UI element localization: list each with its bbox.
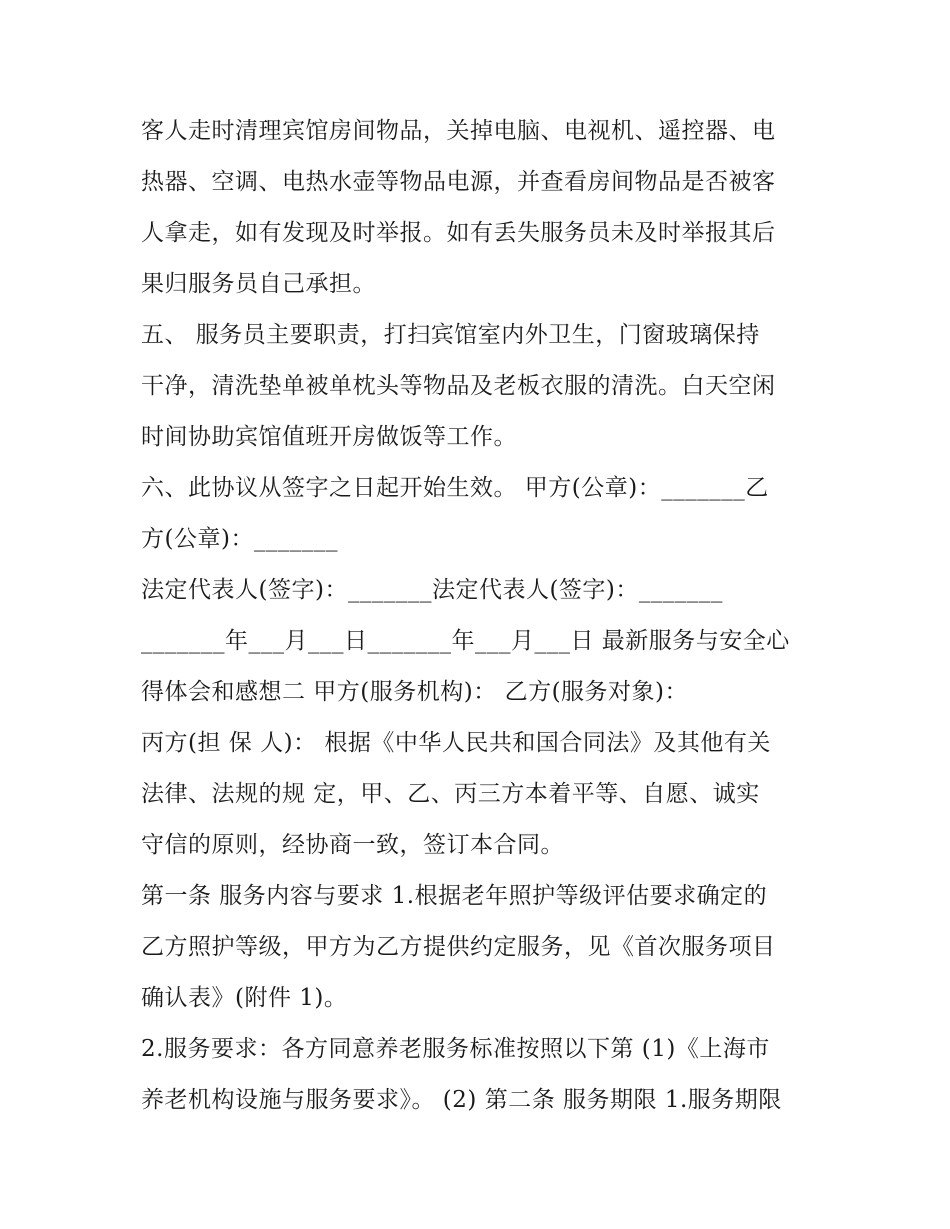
text-line: 养老机构设施与服务要求》。 (2) 第二条 服务期限 1.服务期限 (141, 1087, 782, 1113)
text-line: 六、此协议从签字之日起开始生效。 甲方(公章)：_______乙 (141, 475, 769, 501)
body-text (141, 106, 821, 1126)
text-line: 丙方(担 保 人)： 根据《中华人民共和国合同法》及其他有关 (141, 730, 771, 756)
text-line: 客人走时清理宾馆房间物品，关掉电脑、电视机、遥控器、电 (141, 118, 776, 144)
text-line: 确认表》(附件 1)。 (141, 985, 348, 1011)
text-line: 第一条 服务内容与要求 1.根据老年照护等级评估要求确定的 (141, 883, 768, 909)
text-line: 五、 服务员主要职责，打扫宾馆室内外卫生，门窗玻璃保持 (141, 322, 760, 348)
text-line: 2.服务要求：各方同意养老服务标准按照以下第 (1)《上海市 (141, 1036, 770, 1062)
text-line: 人拿走，如有发现及时举报。如有丢失服务员未及时举报其后 (141, 220, 776, 246)
text-line: 果归服务员自己承担。 (141, 271, 376, 297)
text-line: 时间协助宾馆值班开房做饭等工作。 (141, 424, 517, 450)
text-line: 得体会和感想二 甲方(服务机构)： 乙方(服务对象)： (141, 679, 689, 705)
text-line: 热器、空调、电热水壶等物品电源，并查看房间物品是否被客 (141, 169, 776, 195)
text-line: 法律、法规的规 定，甲、乙、丙三方本着平等、自愿、诚实 (141, 781, 760, 807)
text-line: 守信的原则，经协商一致，签订本合同。 (141, 832, 564, 858)
text-line: 干净，清洗垫单被单枕头等物品及老板衣服的清洗。白天空闲 (141, 373, 776, 399)
text-line: 乙方照护等级，甲方为乙方提供约定服务，见《首次服务项目 (141, 934, 776, 960)
text-line: _______年___月___日_______年___月___日 最新服务与安全心 (141, 628, 790, 654)
text-line: 法定代表人(签字)：_______法定代表人(签字)：_______ (141, 577, 723, 603)
text-line: 方(公章)：_______ (141, 526, 338, 552)
